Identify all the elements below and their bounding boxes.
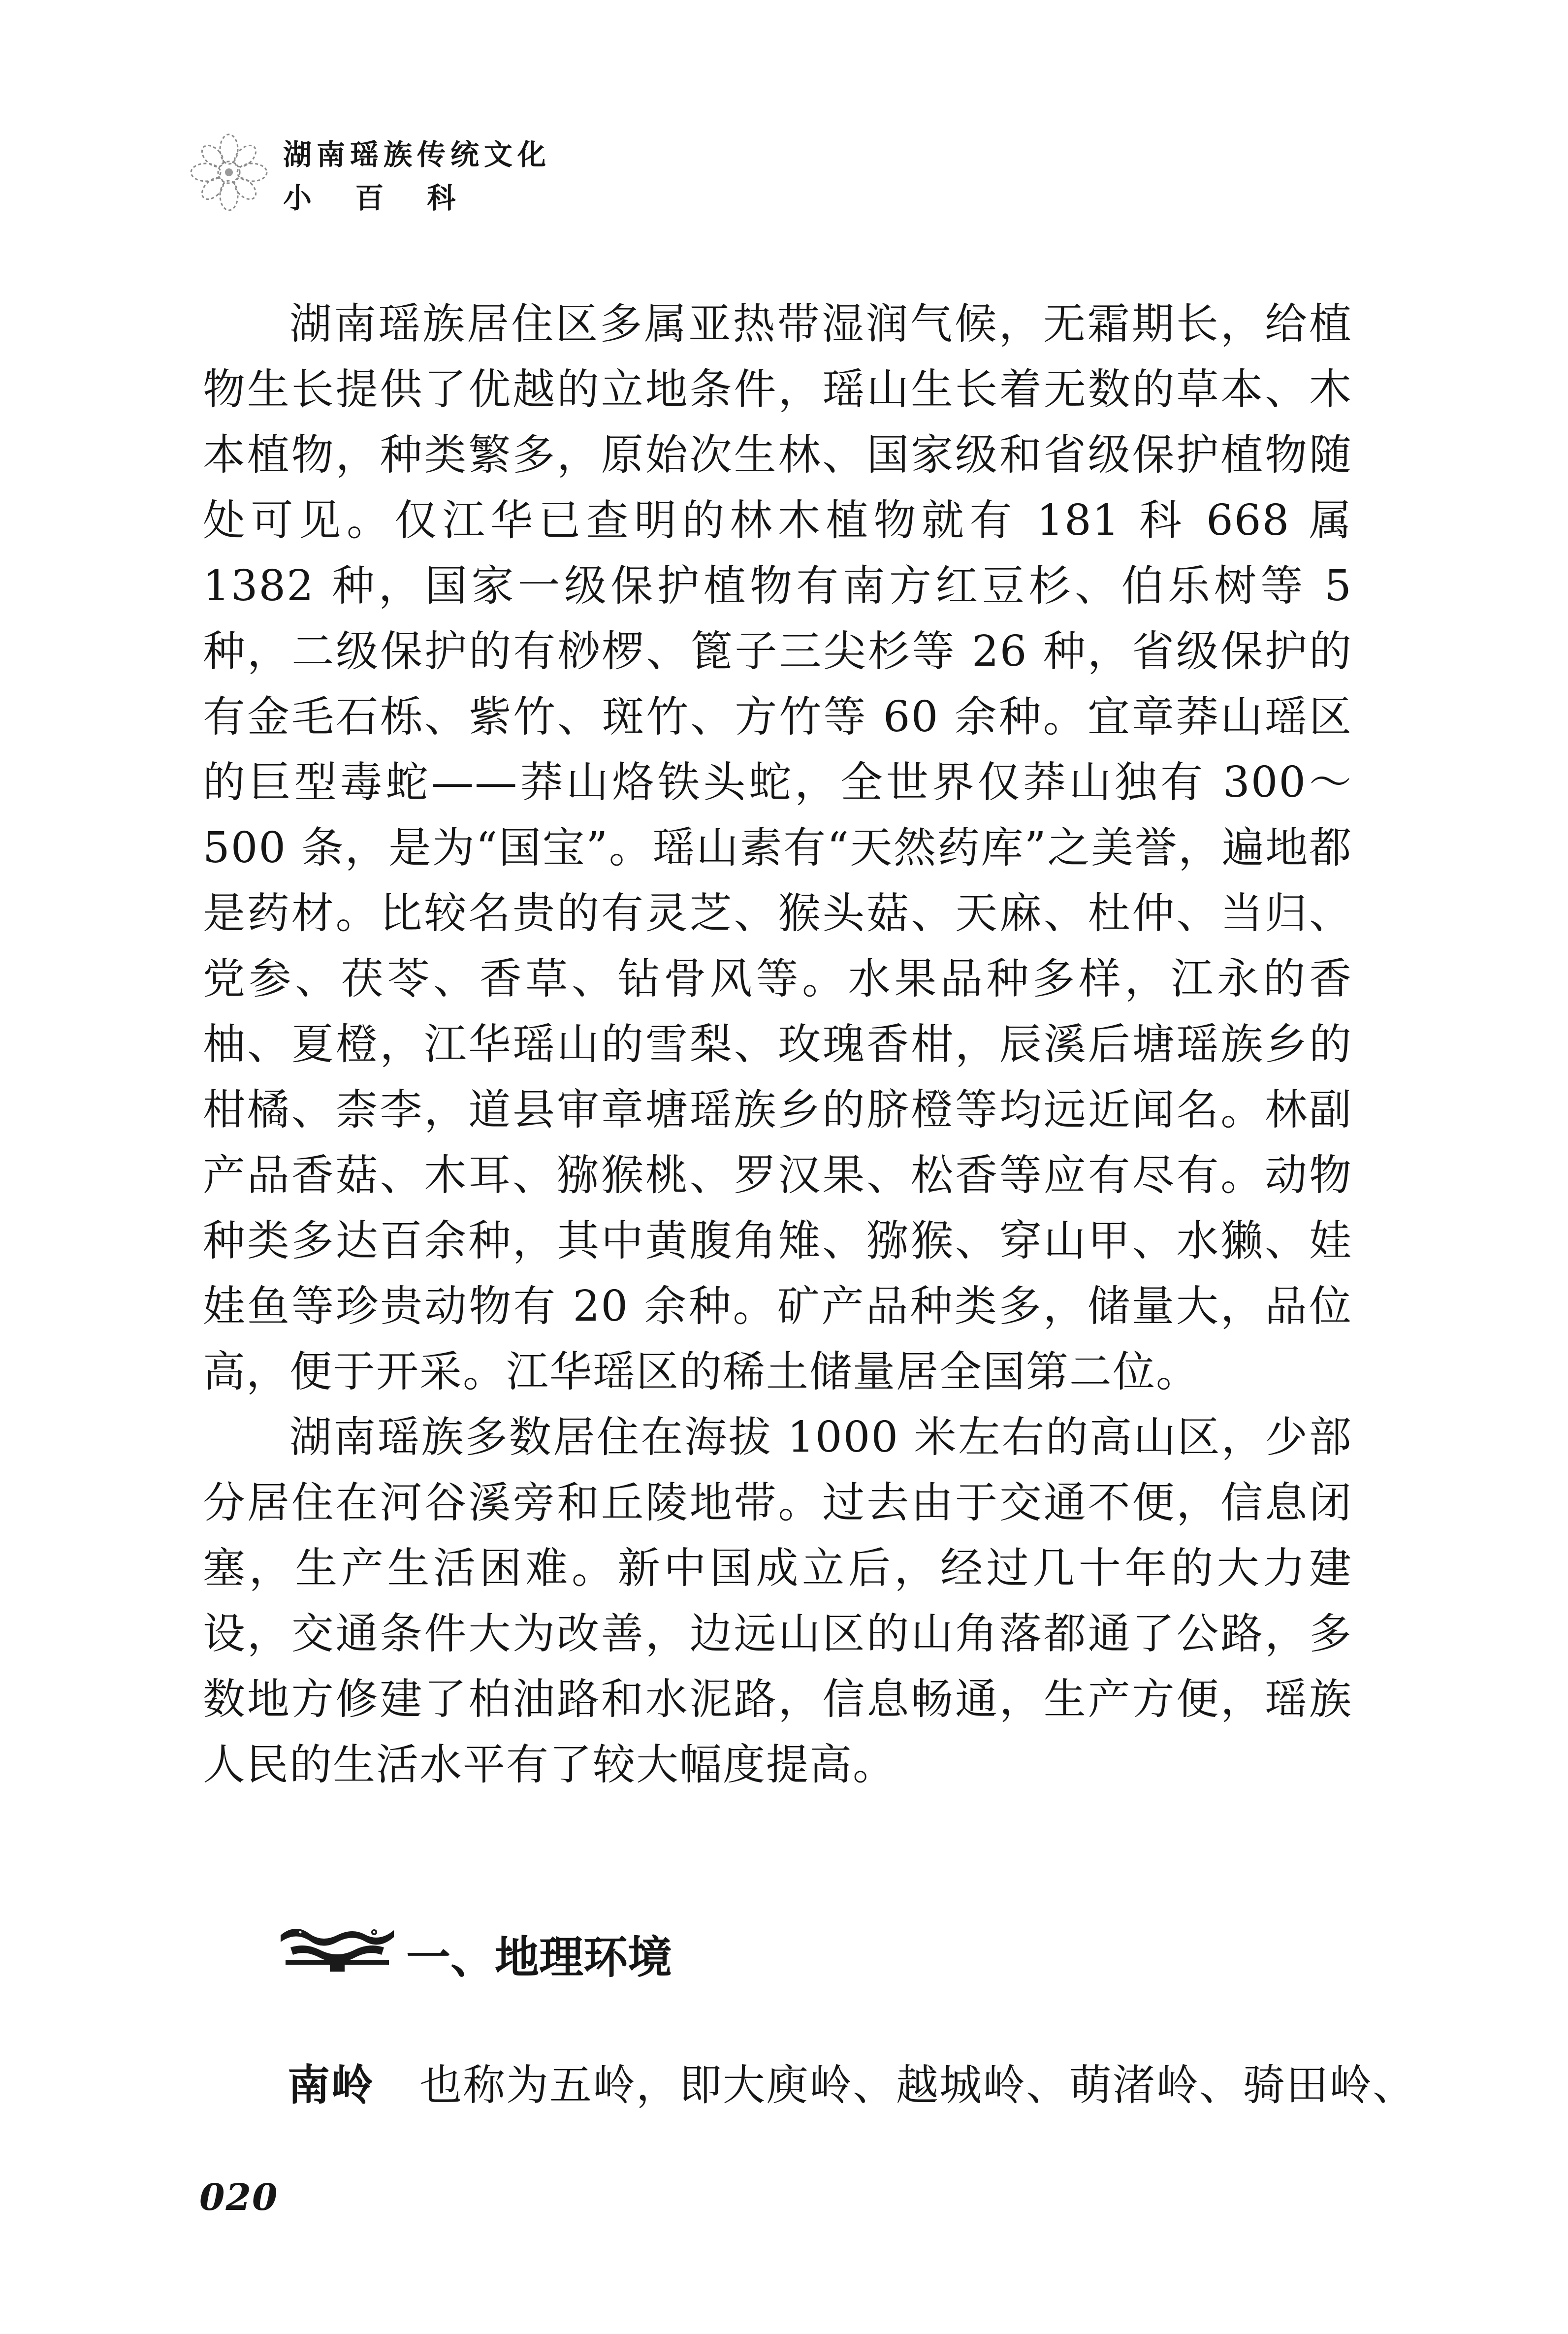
section-title: 一、地理环境 [406,1931,672,1983]
page-number: 020 [199,2176,279,2219]
paragraph: 湖南瑶族多数居住在海拔 1000 米左右的高山区，少部分居住在河谷溪旁和丘陵地带。过去由于交通不便，信息闭塞，生产生活困难。新中国成立后，经过几十年的大力建设，交通条件大为改善，边远山区的山角落都通了公路，多数地方修建了柏油路和水泥路，信息畅通，生产方便，瑶族人民的生活水平有了较大幅度提高。 [203,1413,1352,1789]
paragraph: 湖南瑶族居住区多属亚热带湿润气候，无霜期长，给植物生长提供了优越的立地条件，瑶山生长着无数的草本、木本植物，种类繁多，原始次生林、国家级和省级保护植物随处可见。仅江华已查明的林木植物就有 181 科 668 属 1382 种，国家一级保护植物有南方红豆杉、伯乐树等 5 种，二级保护的有桫椤、篦子三尖杉等 26 种，省级保护的有金毛石栎、紫竹、斑竹、方竹等 60 余种。宜章莽山瑶区的巨型毒蛇——莽山烙铁头蛇，全世界仅莽山独有 300～500 条，是为“国宝”。瑶山素有“天然药库”之美誉，遍地都是药材。比较名贵的有灵芝、猴头菇、天麻、杜仲、当归、党参、茯苓、香草、钻骨风等。水果品种多样，江永的香柚、夏橙，江华瑶山的雪梨、玫瑰香柑，辰溪后塘瑶族乡的柑橘、柰李，道县审章塘瑶族乡的脐橙等均远近闻名。林副产品香菇、木耳、猕猴桃、罗汉果、松香等应有尽有。动物种类多达百余种，其中黄腹角雉、猕猴、穿山甲、水獭、娃娃鱼等珍贵动物有 20 余种。矿产品种类多，储量大，品位高，便于开采。江华瑶区的稀土储量居全国第二位。 [203,299,1352,1396]
running-header [187,126,630,224]
dragon-ornament-icon [276,1920,399,1975]
entry-term: 南岭 [288,2060,374,2110]
main-text [203,292,1352,1798]
entry-text: 也称为五岭，即大庾岭、越城岭、萌渚岭、骑田岭、 [419,2061,1416,2110]
glossary-entry [288,2051,1416,2112]
flower-ornament-icon [187,130,271,214]
book-subtitle: 小 百 科 [283,181,473,215]
book-title: 湖南瑶族传统文化 [283,138,551,171]
section-heading [276,1916,965,1983]
